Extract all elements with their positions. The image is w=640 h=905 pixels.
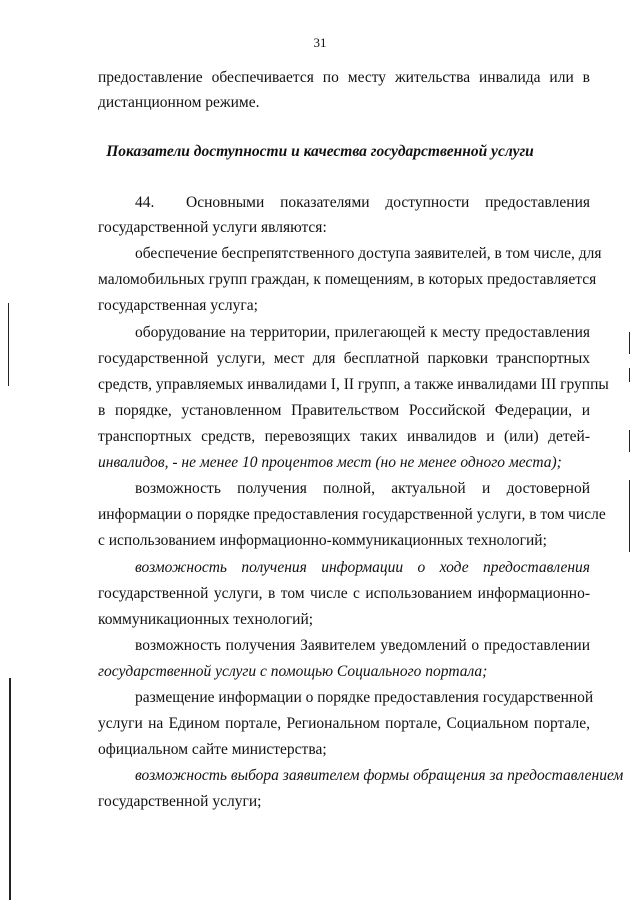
text-line: оборудование на территории, прилегающей к месту предоставления [135, 324, 590, 341]
scan-mark-right-3 [629, 430, 630, 452]
text-line: в порядке, установленном Правительством Российской Федерации, и [98, 402, 590, 419]
page-number: 31 [313, 35, 327, 50]
scan-mark-right-2 [629, 368, 630, 382]
text-line: дистанционном режиме. [98, 94, 260, 111]
text-line: государственной услуги с помощью Социального портала; [98, 663, 488, 680]
scan-mark-left-2 [9, 678, 11, 900]
section-heading: Показатели доступности и качества государственной услуги [106, 143, 534, 160]
text-line: информации о порядке предоставления государственной услуги, в том числе [98, 506, 606, 523]
scan-mark-left-1 [8, 303, 9, 386]
text-line: официальном сайте министерства; [98, 741, 327, 758]
text-line: возможность получения Заявителем уведомлений о предоставлении [135, 637, 590, 654]
text-line: государственной услуги, в том числе с использованием информационно- [98, 585, 590, 602]
text-line: услуги на Едином портале, Региональном портале, Социальном портале, [98, 715, 590, 732]
text-line: коммуникационных технологий; [98, 611, 314, 628]
text-line: возможность получения информации о ходе предоставления [135, 559, 590, 576]
text-line: с использованием информационно-коммуникационных технологий; [98, 532, 547, 549]
text-line: обеспечение беспрепятственного доступа заявителей, в том числе, для [135, 245, 602, 262]
text-line: возможность получения полной, актуальной и достоверной [135, 480, 590, 497]
text-line: предоставление обеспечивается по месту жительства инвалида или в [98, 69, 590, 86]
text-line: инвалидов, - не менее 10 процентов мест (но не менее одного места); [98, 454, 562, 471]
text-line: государственной услуги; [98, 793, 262, 810]
text-line: государственной услуги являются: [98, 219, 327, 236]
text-line: размещение информации о порядке предоставления государственной [135, 689, 594, 706]
text-line: возможность выбора заявителем формы обращения за предоставлением [135, 767, 624, 784]
text-line: государственной услуги, мест для бесплатной парковки транспортных [98, 350, 590, 367]
scan-mark-right-4 [629, 480, 630, 552]
text-line: средств, управляемых инвалидами I, II групп, а также инвалидами III группы [98, 376, 609, 393]
text-line: маломобильных групп граждан, к помещениям, в которых предоставляется [98, 271, 597, 288]
text-line: транспортных средств, перевозящих таких инвалидов и (или) детей- [98, 428, 590, 445]
text-line: 44. Основными показателями доступности предоставления [135, 194, 590, 211]
scan-mark-right-1 [629, 332, 630, 354]
text-line: государственная услуга; [98, 297, 258, 314]
